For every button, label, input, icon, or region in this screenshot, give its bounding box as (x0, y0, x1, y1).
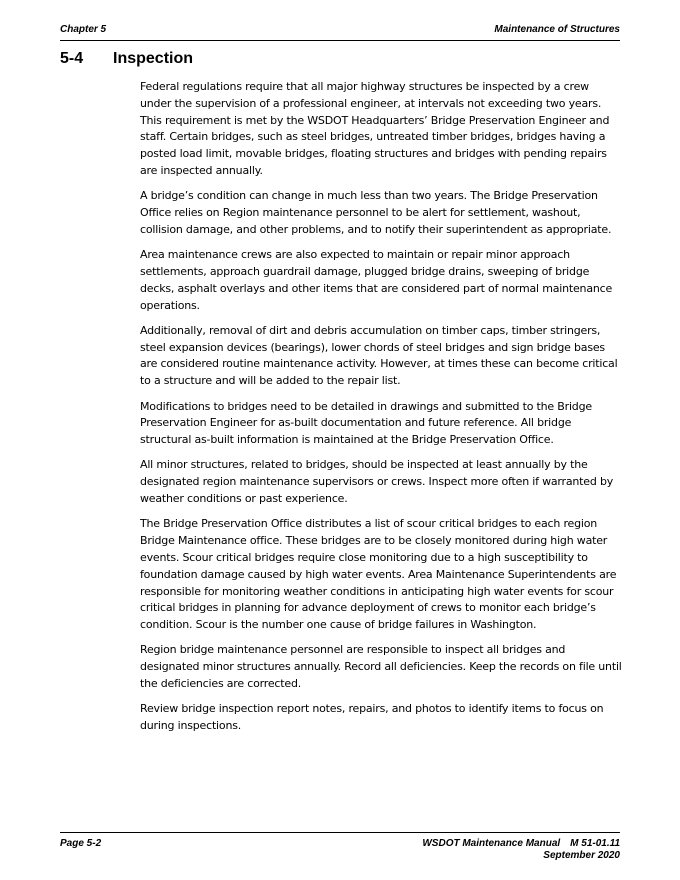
page-header (60, 24, 620, 35)
paragraph: The Bridge Preservation Office distributes a list of scour critical bridges to each region Bridge Maintenance office. These bridges are to be closely monitored during high water events. Scour critical bridges require close monitoring due to a high susceptibility to foundation damage caused by high water events. Area Maintenance Superintendents are responsible for monitoring weather conditions in anticipating high water events for scour critical bridges in planning for advance deployment of crews to monitor each bridge’s condition. Scour is the number one cause of bridge failures in Washington. (140, 517, 617, 632)
header-title: Maintenance of Structures (494, 24, 620, 35)
paragraph: All minor structures, related to bridges, should be inspected at least annually by the designated region maintenance supervisors or crews. Inspect more often if warranted by weather conditions or past experience. (140, 458, 614, 506)
footer-rule (60, 832, 620, 833)
section-title: Inspection (113, 50, 194, 67)
paragraph: Federal regulations require that all major highway structures be inspected by a crew under the supervision of a professional engineer, at intervals not exceeding two years. This requirement is met by the WSDOT Headquarters’ Bridge Preservation Engineer and staff. Certain bridges, such as steel bridges, untreated timber bridges, bridges having a posted load limit, movable bridges, floating structures and bridges with pending repairs are inspected annually. (140, 80, 610, 177)
body-text (140, 79, 622, 743)
header-rule (60, 40, 620, 41)
footer-manual-title: WSDOT Maintenance Manual (422, 838, 561, 849)
footer-date: September 2020 (543, 850, 620, 861)
section-heading (60, 50, 193, 68)
header-chapter: Chapter 5 (60, 24, 107, 35)
footer-page-number: Page 5-2 (60, 838, 102, 849)
paragraph: Region bridge maintenance personnel are responsible to inspect all bridges and designated minor structures annually. Record all deficiencies. Keep the records on file until the deficiencies are corrected. (140, 643, 622, 690)
paragraph: Review bridge inspection report notes, repairs, and photos to identify items to focus on during inspections. (140, 702, 604, 733)
footer-doc-number: M 51-01.11 (570, 838, 620, 849)
paragraph: Area maintenance crews are also expected to maintain or repair minor approach settlements, approach guardrail damage, plugged bridge drains, sweeping of bridge decks, asphalt overlays and other items that are considered part of normal maintenance operations. (140, 248, 613, 312)
footer-manual-info (422, 838, 620, 862)
section-number: 5-4 (60, 50, 84, 67)
paragraph: A bridge’s condition can change in much less than two years. The Bridge Preservation Office relies on Region maintenance personnel to be alert for settlement, washout, collision damage, and other problems, and to notify their superintendent as appropriate. (140, 189, 612, 236)
paragraph: Modifications to bridges need to be detailed in drawings and submitted to the Bridge Preservation Engineer for as-built documentation and future reference. All bridge structural as-built information is maintained at the Bridge Preservation Office. (140, 399, 592, 447)
paragraph: Additionally, removal of dirt and debris accumulation on timber caps, timber stringers, steel expansion devices (bearings), lower chords of steel bridges and sign bridge bases are considered routine maintenance activity. However, at times these can become critical to a structure and will be added to the repair list. (140, 323, 618, 388)
